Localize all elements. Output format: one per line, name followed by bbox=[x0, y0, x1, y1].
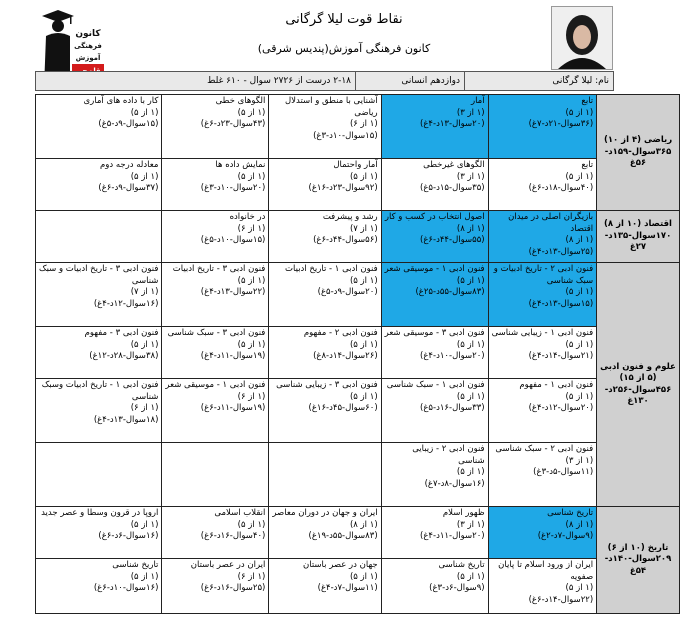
topic-score: (۱ از ۳) bbox=[456, 519, 485, 530]
topic-score: (۱ از ۵) bbox=[130, 107, 159, 118]
topic-cell bbox=[488, 263, 597, 327]
topic-cell bbox=[36, 159, 162, 211]
topic-title: فنون ادبی ۳ - مفهوم bbox=[84, 328, 159, 338]
table-row bbox=[36, 559, 680, 614]
subject-label: ریاضی (۴ از ۱۰) bbox=[603, 135, 673, 146]
topic-title: آشنایی با منطق و استدلال bbox=[284, 96, 378, 106]
topic-title: فنون ادبی ۱ - موسیقی شعر bbox=[165, 380, 266, 390]
subject-label: اقتصاد (۱۰ از ۸) bbox=[604, 219, 672, 230]
topic-stats: (۱۱سوال-۷د-۴غ) bbox=[317, 583, 378, 593]
topic-title: تاریخ شناسی bbox=[438, 560, 485, 570]
topic-title: شناسی bbox=[131, 275, 159, 286]
subject-label: ۵۴غ bbox=[629, 565, 647, 576]
svg-text:آموزش: آموزش bbox=[75, 54, 101, 62]
subject-label: ۲۷غ bbox=[629, 242, 647, 253]
subject-label: ۵۶غ bbox=[629, 158, 647, 169]
topic-title: شناسی bbox=[131, 391, 159, 402]
subject-cell-lit bbox=[597, 263, 680, 507]
topic-cell bbox=[488, 211, 597, 263]
topic-cell bbox=[488, 507, 597, 559]
topic-cell bbox=[269, 379, 381, 443]
topic-stats: (۲۰سوال-۱۲د-۴غ) bbox=[528, 403, 594, 413]
topic-cell bbox=[381, 263, 488, 327]
topic-stats: (۹سوال-۷د-۲غ) bbox=[537, 531, 594, 541]
topic-cell bbox=[488, 327, 597, 379]
topic-score: (۱ از ۵) bbox=[130, 339, 159, 350]
topic-title: الگوهای خطی bbox=[215, 96, 266, 106]
topic-cell bbox=[269, 159, 381, 211]
topic-score: (۱ از ۵) bbox=[565, 391, 594, 402]
topic-title: فنون ادبی ۱ - تاریخ ادبیات bbox=[285, 264, 378, 274]
topic-stats: (۲۰سوال-۱۰د-۳غ) bbox=[200, 183, 266, 193]
student-info-bar bbox=[35, 71, 614, 91]
topic-cell bbox=[381, 379, 488, 443]
subject-label: ۴۵۶سوال-۲۵۶د- bbox=[604, 384, 672, 395]
topic-cell bbox=[269, 327, 381, 379]
topic-title: آمار واحتمال bbox=[333, 160, 378, 170]
topic-cell bbox=[488, 95, 597, 159]
topic-stats: (۱۱سوال-۵د-۳غ) bbox=[533, 467, 594, 477]
topic-title: فنون ادبی ۲ - سبک شناسی bbox=[495, 444, 594, 454]
topic-score: (۱ از ۵) bbox=[456, 275, 485, 286]
topic-title: رشد و پیشرفت bbox=[322, 212, 378, 222]
topic-score: (۱ از ۳) bbox=[565, 455, 594, 466]
topic-cell bbox=[488, 443, 597, 507]
topic-cell bbox=[36, 379, 162, 443]
topic-score: (۱ از ۵) bbox=[565, 107, 594, 118]
subject-label: علوم و فنون ادبی bbox=[600, 361, 676, 372]
topic-stats: (۹۲سوال-۲۳د-۱۶غ) bbox=[308, 183, 378, 193]
topic-cell bbox=[162, 263, 269, 327]
topic-stats: (۱۸سوال-۱۳د-۴غ) bbox=[93, 414, 159, 425]
topic-stats: (۱۵سوال-۱۰د-۵غ) bbox=[200, 235, 266, 245]
table-row bbox=[36, 211, 680, 263]
topic-score: (۱ از ۵) bbox=[565, 583, 594, 593]
topic-score: (۱ از ۵) bbox=[130, 171, 159, 182]
topic-score: (۱ از ۵) bbox=[349, 391, 378, 402]
topic-score: (۱ از ۵) bbox=[349, 171, 378, 182]
topic-score: (۱ از ۶) bbox=[237, 223, 266, 234]
topic-cell bbox=[36, 263, 162, 327]
topic-title: فنون ادبی ۱ - تاریخ ادبیات وسبک bbox=[41, 380, 159, 390]
topic-score: (۱ از ۶) bbox=[349, 119, 378, 129]
table-row bbox=[36, 327, 680, 379]
topic-stats: (۱۶سوال-۸د-۷غ) bbox=[424, 478, 485, 489]
topic-stats: (۱۶سوال-۱۲د-۴غ) bbox=[93, 298, 159, 309]
table-row bbox=[36, 95, 680, 159]
topic-title: سبک شناسی bbox=[546, 275, 594, 286]
topic-cell bbox=[269, 211, 381, 263]
svg-text:فرهنگی: فرهنگی bbox=[74, 42, 102, 50]
topic-cell bbox=[381, 559, 488, 614]
topic-stats: (۳۸سوال-۲۸د-۱۲غ) bbox=[89, 351, 159, 361]
topic-cell bbox=[162, 211, 269, 263]
topic-title: تاریخ شناسی bbox=[547, 508, 594, 518]
topic-score: (۱ از ۵) bbox=[456, 571, 485, 582]
subject-label: (۵ از ۱۵) bbox=[619, 373, 657, 383]
topic-title: فنون ادبی ۳ - سبک شناسی bbox=[167, 328, 266, 338]
topic-cell bbox=[381, 507, 488, 559]
topic-title: تابع bbox=[581, 96, 594, 106]
topic-stats: (۲۰سوال-۱۳د-۴غ) bbox=[420, 119, 485, 129]
subject-cell-hist bbox=[597, 507, 680, 614]
topic-score: (۱ از ۵) bbox=[456, 467, 485, 477]
topic-score: (۱ از ۶) bbox=[130, 403, 159, 413]
topic-cell bbox=[269, 559, 381, 614]
topic-stats: (۲۶سوال-۱۴د-۸غ) bbox=[313, 351, 378, 361]
topic-score: (۱ از ۵) bbox=[349, 571, 378, 582]
subject-label: ۱۳۰غ bbox=[627, 396, 649, 406]
topic-stats: (۳۵سوال-۱۵د-۵غ) bbox=[420, 183, 485, 193]
topic-stats: (۴۳سوال-۲۳د-۶غ) bbox=[200, 119, 266, 129]
topic-cell bbox=[36, 95, 162, 159]
student-name: نام: لیلا گرگانی bbox=[464, 72, 613, 90]
table-row bbox=[36, 159, 680, 211]
topic-title: الگوهای غیرخطی bbox=[423, 160, 485, 170]
topic-stats: (۱۵سوال-۱۰د-۳غ) bbox=[313, 130, 378, 141]
topic-stats: (۱۵سوال-۹د-۵غ) bbox=[98, 119, 159, 129]
topic-stats: (۲۰سوال-۹د-۵غ) bbox=[317, 287, 378, 297]
topic-title: ظهور اسلام bbox=[442, 508, 485, 518]
topic-title: انقلاب اسلامی bbox=[214, 508, 266, 518]
topic-cell bbox=[269, 443, 381, 507]
topic-cell bbox=[162, 443, 269, 507]
student-grade: دوازدهم انسانی bbox=[355, 72, 464, 90]
topic-title: تاریخ شناسی bbox=[112, 560, 159, 570]
topic-title: ریاضی bbox=[354, 107, 378, 118]
institute-subtitle: کانون فرهنگی آموزش(پندیس شرقی) bbox=[257, 42, 431, 55]
topic-cell bbox=[488, 379, 597, 443]
topic-title: ایران از ورود اسلام تا پایان bbox=[498, 560, 594, 570]
topic-cell bbox=[36, 327, 162, 379]
topic-stats: (۱۶سوال-۶د-۶غ) bbox=[98, 531, 159, 541]
topic-title: فنون ادبی ۳ - تاریخ ادبیات و سبک bbox=[39, 264, 159, 274]
topic-title: فنون ادبی ۲ - مفهوم bbox=[303, 328, 378, 338]
topic-cell bbox=[381, 159, 488, 211]
topic-title: فنون ادبی ۲ - تاریخ ادبیات و bbox=[493, 264, 594, 274]
topic-stats: (۳۶سوال-۲۱د-۷غ) bbox=[528, 119, 594, 129]
topic-stats: (۲۱سوال-۱۴د-۴غ) bbox=[528, 351, 594, 361]
topic-score: (۱ از ۷) bbox=[349, 223, 378, 234]
subject-label: ۱۷۰سوال-۱۳۵د- bbox=[604, 230, 672, 241]
topic-title: در خانواده bbox=[229, 212, 266, 222]
topic-cell bbox=[381, 443, 488, 507]
topic-score: (۱ از ۵) bbox=[456, 391, 485, 402]
topic-score: (۱ از ۵) bbox=[237, 171, 266, 182]
topic-cell bbox=[36, 559, 162, 614]
topic-stats: (۱۵سوال-۱۳د-۴غ) bbox=[528, 298, 594, 309]
topic-score: (۱ از ۵) bbox=[456, 339, 485, 350]
avatar-icon bbox=[552, 7, 612, 69]
topic-stats: (۶۰سوال-۴۵د-۱۶غ) bbox=[308, 403, 378, 413]
topic-cell bbox=[162, 327, 269, 379]
topic-score: (۱ از ۵) bbox=[237, 339, 266, 350]
topic-score: (۱ از ۶) bbox=[237, 391, 266, 402]
topic-score: (۱ از ۵) bbox=[565, 339, 594, 350]
topic-score: (۱ از ۸) bbox=[349, 519, 378, 530]
topic-stats: (۲۵سوال-۱۳د-۴غ) bbox=[528, 246, 594, 257]
topic-score: (۱ از ۷) bbox=[130, 287, 159, 297]
topic-cell bbox=[36, 443, 162, 507]
topic-score: (۱ از ۶) bbox=[237, 571, 266, 582]
topic-title: فنون ادبی ۱ - مفهوم bbox=[519, 380, 594, 390]
topic-cell bbox=[269, 95, 381, 159]
topic-cell bbox=[162, 95, 269, 159]
table-row bbox=[36, 263, 680, 327]
topic-stats: (۳۳سوال-۱۶د-۵غ) bbox=[420, 403, 485, 413]
topic-cell bbox=[162, 159, 269, 211]
topic-title: ایران و جهان در دوران معاصر bbox=[272, 508, 378, 518]
topic-stats: (۲۲سوال-۱۴د-۶غ) bbox=[528, 594, 594, 605]
topic-score: (۱ از ۵) bbox=[237, 519, 266, 530]
topic-cell bbox=[162, 379, 269, 443]
topic-stats: (۳۷سوال-۹د-۶غ) bbox=[98, 183, 159, 193]
topic-title: جهان در عصر باستان bbox=[303, 560, 378, 570]
topic-title: فنون ادبی ۱ - موسیقی شعر bbox=[384, 264, 485, 274]
topic-score: (۱ از ۸) bbox=[565, 235, 594, 245]
topic-stats: (۲۰سوال-۱۱د-۴غ) bbox=[420, 531, 485, 541]
table-row bbox=[36, 507, 680, 559]
subject-cell-econ bbox=[597, 211, 680, 263]
topic-cell bbox=[162, 507, 269, 559]
topic-score: (۱ از ۸) bbox=[565, 519, 594, 530]
topic-title: بازیگران اصلی در میدان bbox=[508, 212, 594, 222]
answer-stats: ۲-۱۸ درست از ۲۷۲۶ سوال - ۶۱۰ غلط bbox=[207, 76, 351, 86]
topic-title: ایران در عصر باستان bbox=[190, 560, 266, 570]
topic-title: تابع bbox=[581, 160, 594, 170]
topic-stats: (۴۰سوال-۱۶د-۶غ) bbox=[200, 531, 266, 541]
topic-cell bbox=[269, 507, 381, 559]
topic-title: فنون ادبی ۱ - زیبایی شناسی bbox=[491, 328, 594, 338]
topic-score: (۱ از ۸) bbox=[456, 223, 485, 234]
topic-title: فنون ادبی ۲ - زیبایی bbox=[412, 444, 485, 454]
topic-cell bbox=[36, 507, 162, 559]
topic-score: (۱ از ۵) bbox=[130, 519, 159, 530]
topic-score: (۱ از ۵) bbox=[237, 107, 266, 118]
topic-cell bbox=[488, 559, 597, 614]
topic-cell bbox=[162, 559, 269, 614]
topic-cell bbox=[269, 263, 381, 327]
topic-title: فنون ادبی ۳ - موسیقی شعر bbox=[384, 328, 485, 338]
table-row bbox=[36, 379, 680, 443]
topic-cell bbox=[488, 159, 597, 211]
topic-title: صفویه bbox=[570, 571, 594, 582]
topic-title: اقتصاد bbox=[570, 223, 594, 234]
topic-cell bbox=[36, 211, 162, 263]
topic-stats: (۱۹سوال-۱۱د-۶غ) bbox=[200, 403, 266, 413]
topic-title: اروپا در قرون وسطا و عصر جدید bbox=[41, 508, 159, 518]
svg-text:کانون: کانون bbox=[75, 29, 101, 39]
topic-stats: (۹سوال-۶د-۳غ) bbox=[429, 583, 485, 593]
topic-stats: (۲۰سوال-۱۰د-۴غ) bbox=[420, 351, 485, 361]
topic-stats: (۸۳سوال-۵۵د-۲۵غ) bbox=[415, 287, 485, 297]
topic-title: آمار bbox=[470, 96, 485, 106]
topic-title: اصول انتخاب در کسب و کار bbox=[384, 212, 485, 222]
topic-stats: (۵۶سوال-۴۴د-۶غ) bbox=[313, 235, 378, 245]
topic-score: (۱ از ۳) bbox=[456, 171, 485, 182]
topic-score: (۱ از ۵) bbox=[565, 287, 594, 297]
topic-title: نمایش داده ها bbox=[215, 160, 266, 170]
topic-stats: (۲۲سوال-۱۳د-۴غ) bbox=[200, 287, 266, 297]
topic-stats: (۱۹سوال-۱۱د-۴غ) bbox=[200, 351, 266, 361]
subject-label: ۳۶۵سوال-۱۵۹د- bbox=[604, 146, 672, 157]
subject-label: تاریخ (۱۰ از ۶) bbox=[607, 542, 669, 553]
topic-title: کار با داده های آماری bbox=[83, 96, 159, 106]
topic-stats: (۲۵سوال-۱۶د-۶غ) bbox=[200, 583, 266, 593]
topic-stats: (۱۶سوال-۱۰د-۶غ) bbox=[93, 583, 159, 593]
topic-title: شناسی bbox=[458, 455, 485, 466]
strengths-table bbox=[35, 94, 680, 614]
topic-stats: (۸۳سوال-۵۵د-۱۹غ) bbox=[308, 531, 378, 541]
topic-title: فنون ادبی ۱ - سبک شناسی bbox=[386, 380, 485, 390]
topic-score: (۱ از ۵) bbox=[130, 571, 159, 582]
table-row bbox=[36, 443, 680, 507]
topic-score: (۱ از ۳) bbox=[456, 107, 485, 118]
topic-cell bbox=[381, 211, 488, 263]
subject-cell-math bbox=[597, 95, 680, 211]
topic-stats: (۵۵سوال-۴۴د-۶غ) bbox=[420, 235, 485, 245]
subject-label: ۲۰۹سوال-۱۴۰د- bbox=[604, 554, 672, 565]
student-photo bbox=[551, 6, 613, 70]
topic-cell bbox=[381, 327, 488, 379]
page-title: نقاط قوت لیلا گرگانی bbox=[285, 12, 403, 27]
topic-cell bbox=[381, 95, 488, 159]
topic-score: (۱ از ۵) bbox=[349, 275, 378, 286]
topic-score: (۱ از ۵) bbox=[349, 339, 378, 350]
topic-title: فنون ادبی ۳ - تاریخ ادبیات bbox=[172, 264, 266, 274]
topic-title: معادله درجه دوم bbox=[99, 160, 159, 170]
topic-score: (۱ از ۵) bbox=[565, 171, 594, 182]
topic-stats: (۴۰سوال-۱۸د-۶غ) bbox=[528, 183, 594, 193]
topic-title: فنون ادبی ۳ - زیبایی شناسی bbox=[276, 380, 378, 390]
topic-score: (۱ از ۵) bbox=[237, 275, 266, 286]
